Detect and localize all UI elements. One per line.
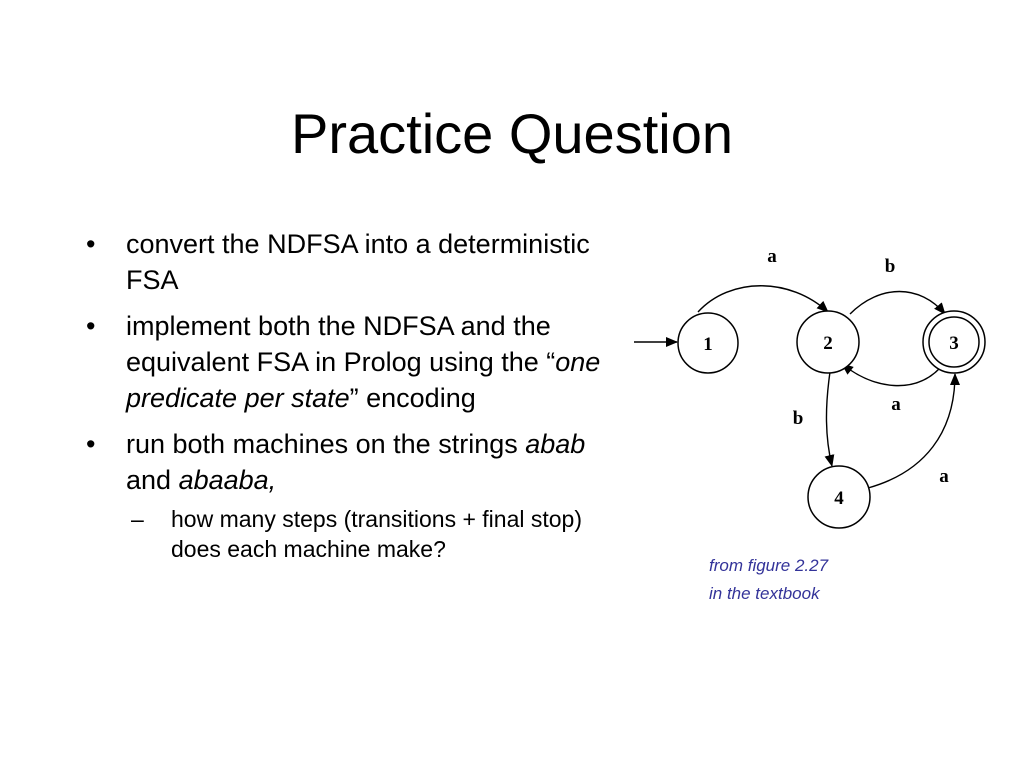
string-abab: abab	[525, 429, 586, 459]
sub-bullet-text: how many steps (transitions + final stop) does each machine make?	[171, 506, 582, 562]
state-1	[678, 313, 738, 373]
bullet-text: and	[126, 465, 179, 495]
transition-label-2-3: b	[884, 256, 896, 277]
bullet-text: ” encoding	[349, 383, 476, 413]
bullet-text-emphasis: one predicate per state	[126, 347, 601, 413]
sub-bullet-mark: –	[131, 506, 144, 532]
transition-2-3	[850, 292, 945, 315]
string-abaaba: abaaba,	[178, 465, 277, 495]
bullet-mark: •	[86, 429, 96, 459]
transition-label-4-3: a	[939, 466, 949, 487]
bullet-mark: •	[86, 311, 96, 341]
state-3-final	[923, 311, 985, 373]
state-4	[808, 466, 870, 528]
slide-title: Practice Question	[291, 102, 733, 165]
transition-label-1-2: a	[767, 246, 777, 267]
bullet-text: convert the NDFSA into a deterministic FSA	[126, 229, 590, 295]
bullet-item-run	[86, 426, 631, 498]
bullet-list	[86, 226, 631, 564]
bullet-mark: •	[86, 229, 96, 259]
state-label-3: 3	[949, 333, 959, 354]
transition-label-2-4: b	[792, 408, 804, 429]
transition-2-4	[826, 372, 832, 466]
caption-line-2: in the textbook	[709, 584, 820, 603]
state-2	[797, 311, 859, 373]
state-label-2: 2	[823, 333, 833, 354]
figure-caption	[709, 552, 828, 608]
transition-3-2	[842, 364, 940, 386]
state-label-4: 4	[834, 488, 844, 509]
sub-bullet-item	[131, 504, 631, 564]
bullet-item-implement	[86, 308, 631, 416]
bullet-text: run both machines on the strings	[126, 429, 526, 459]
caption-line-1: from figure 2.27	[709, 556, 829, 575]
state-label-1: 1	[703, 334, 713, 355]
bullet-text: implement both the NDFSA and the equivalent FSA in Prolog using the “	[126, 311, 556, 377]
bullet-item-convert	[86, 226, 631, 298]
fsa-diagram	[620, 232, 1000, 542]
transition-label-3-2: a	[891, 394, 901, 415]
transition-1-2	[698, 286, 828, 312]
